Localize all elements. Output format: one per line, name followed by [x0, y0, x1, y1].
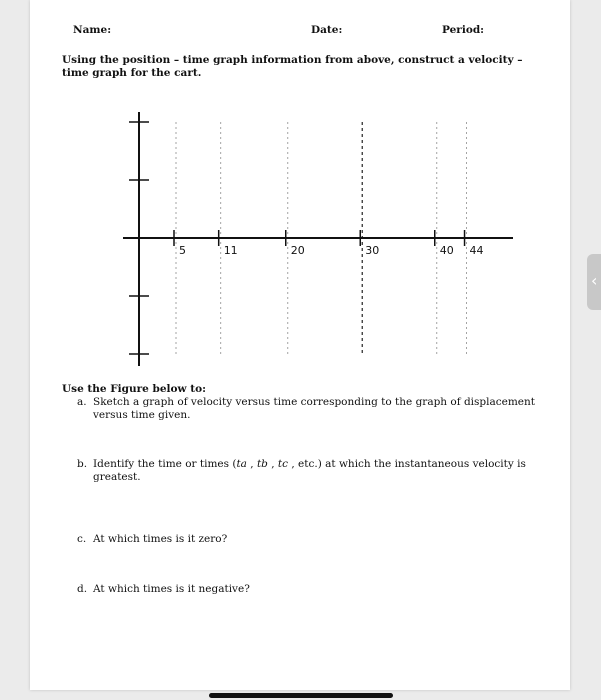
- question-d: [77, 583, 250, 596]
- x-tick-labels: [179, 244, 484, 257]
- x-tick-label-30: 30: [365, 244, 380, 257]
- question-b-post: , etc.) at which the instantaneous velocity is: [288, 458, 526, 470]
- x-tick-label-5: 5: [179, 244, 186, 257]
- question-a-text-cont: versus time given.: [93, 408, 191, 421]
- question-a-label: a.: [77, 396, 87, 408]
- side-panel-tab[interactable]: [587, 254, 601, 310]
- x-tick-label-20: 20: [290, 244, 305, 257]
- question-d-text: At which times is it negative?: [93, 583, 250, 595]
- chevron-left-icon: ‹: [591, 271, 598, 290]
- question-b-text-cont: greatest.: [93, 470, 141, 483]
- question-d-label: d.: [77, 583, 88, 595]
- home-indicator-bar[interactable]: [209, 693, 393, 698]
- velocity-time-axes: [30, 0, 570, 380]
- question-c-label: c.: [77, 533, 87, 545]
- instructions-heading: Use the Figure below to:: [62, 383, 206, 395]
- x-tick-label-44: 44: [469, 244, 484, 257]
- graph-instruction-title: Using the position – time graph information from above, construct a velocity – time graph for the cart.: [62, 54, 523, 79]
- question-c: [77, 533, 227, 546]
- question-b-pre: Identify the time or times (: [93, 458, 237, 470]
- question-b: [77, 458, 526, 483]
- time-ta: ta: [236, 458, 247, 470]
- question-c-text: At which times is it zero?: [93, 533, 228, 545]
- x-tick-label-40: 40: [439, 244, 454, 257]
- question-b-sep2: ,: [267, 458, 278, 470]
- question-a: [77, 396, 535, 421]
- x-tick-label-11: 11: [223, 244, 238, 257]
- question-a-text: Sketch a graph of velocity versus time corresponding to the graph of displacement: [93, 396, 535, 408]
- name-label: Name:: [73, 24, 112, 36]
- period-label: Period:: [442, 24, 485, 36]
- worksheet-page: [30, 0, 570, 690]
- question-b-sep1: ,: [246, 458, 257, 470]
- time-tc: tc: [277, 458, 289, 470]
- question-b-label: b.: [77, 458, 88, 470]
- time-tb: tb: [256, 458, 268, 470]
- date-label: Date:: [311, 24, 343, 36]
